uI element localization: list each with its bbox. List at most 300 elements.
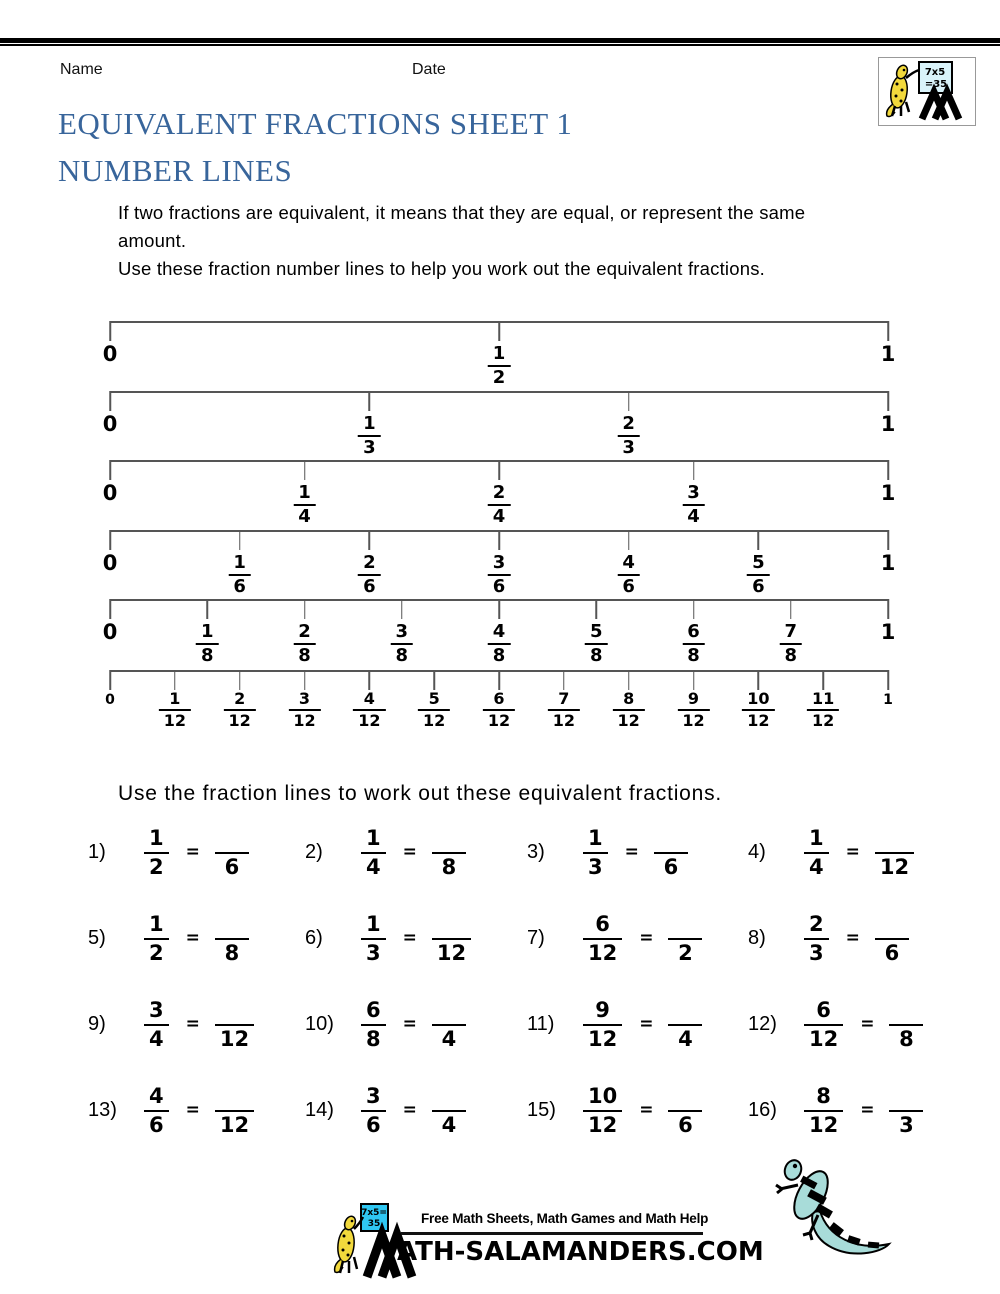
- tick-mark: [498, 530, 500, 550]
- fraction-denominator: 6: [488, 574, 511, 597]
- answer-blank: [668, 912, 702, 936]
- equals-sign: =: [402, 1014, 417, 1034]
- fraction-denominator: 8: [488, 643, 511, 666]
- fraction-denominator: 4: [682, 504, 705, 527]
- fraction-denominator: 6: [358, 574, 381, 597]
- equals-sign: =: [185, 928, 200, 948]
- fraction-numerator: 3: [395, 621, 409, 642]
- tick-mark: [109, 321, 111, 341]
- fraction-denominator: 6: [875, 938, 909, 965]
- equals-sign: =: [639, 928, 654, 948]
- fraction-numerator: 6: [595, 911, 610, 936]
- fraction-denominator: 12: [583, 938, 622, 965]
- fraction-denominator: 4: [293, 504, 316, 527]
- tick-mark: [109, 599, 111, 619]
- number-line-label: 0: [102, 481, 118, 505]
- fraction-denominator: 4: [804, 852, 829, 879]
- fraction-numerator: 1: [588, 825, 603, 850]
- answer-fraction: [432, 998, 466, 1051]
- fraction-label: [488, 344, 511, 388]
- problem: [748, 912, 948, 965]
- fraction-numerator: 11: [812, 689, 835, 708]
- fraction-label: [353, 690, 385, 730]
- equals-sign: =: [624, 842, 639, 862]
- fraction-label: [224, 690, 256, 730]
- fraction-label: [228, 553, 251, 597]
- fraction-numerator: 4: [149, 1083, 164, 1108]
- equals-sign: =: [185, 842, 200, 862]
- number-line-label: 1: [880, 342, 896, 366]
- header-logo-box: [878, 57, 976, 126]
- number-line-label: 0: [102, 342, 118, 366]
- answer-fraction: [215, 826, 249, 879]
- tick-mark: [401, 599, 403, 619]
- fraction-denominator: 12: [215, 1024, 254, 1051]
- given-fraction: [361, 912, 386, 965]
- footer-tagline: Free Math Sheets, Math Games and Math Help: [421, 1211, 709, 1226]
- fraction-denominator: 3: [889, 1110, 923, 1137]
- equals-sign: =: [845, 928, 860, 948]
- given-fraction: [361, 1084, 386, 1137]
- answer-blank: [215, 826, 249, 850]
- problem: [527, 1084, 748, 1137]
- page-title: EQUIVALENT FRACTIONS SHEET 1: [58, 106, 573, 141]
- number-line-label: 0: [105, 692, 115, 708]
- fraction-denominator: 12: [548, 709, 580, 730]
- fraction-label: [293, 483, 316, 527]
- given-fraction: [804, 1084, 843, 1137]
- fraction-denominator: 12: [804, 1024, 843, 1051]
- fraction-numerator: 2: [622, 413, 635, 434]
- tick-mark: [109, 530, 111, 550]
- given-fraction: [583, 912, 622, 965]
- given-fraction: [583, 1084, 622, 1137]
- fraction-denominator: 12: [742, 709, 774, 730]
- board-text-bottom: 35: [367, 1219, 381, 1229]
- fraction-numerator: 2: [492, 482, 506, 503]
- fraction-label: [418, 690, 450, 730]
- problem: [527, 912, 748, 965]
- fraction-numerator: 1: [298, 482, 311, 503]
- given-fraction: [144, 912, 169, 965]
- fraction-denominator: 12: [224, 709, 256, 730]
- fraction-denominator: 12: [583, 1024, 622, 1051]
- answer-fraction: [432, 826, 466, 879]
- fraction-denominator: 6: [144, 1110, 169, 1137]
- answer-blank: [432, 998, 466, 1022]
- tick-mark: [369, 670, 371, 690]
- fraction-numerator: 10: [747, 689, 770, 708]
- problem: [748, 1084, 948, 1137]
- fraction-numerator: 9: [687, 689, 700, 708]
- tick-mark: [693, 599, 695, 619]
- fraction-label: [288, 690, 320, 730]
- fraction-numerator: 3: [492, 552, 506, 573]
- fraction-numerator: 2: [234, 689, 246, 708]
- fraction-label: [488, 622, 511, 666]
- fraction-numerator: 1: [363, 413, 376, 434]
- intro-line: Use these fraction number lines to help you work out the equivalent fractions.: [118, 258, 766, 279]
- given-fraction: [144, 826, 169, 879]
- fraction-denominator: 12: [483, 709, 515, 730]
- problem: [748, 826, 948, 879]
- fraction-denominator: 12: [875, 852, 914, 879]
- tick-mark: [369, 530, 371, 550]
- answer-blank: [668, 1084, 702, 1108]
- fraction-numerator: 5: [589, 621, 603, 642]
- fraction-denominator: 12: [418, 709, 450, 730]
- tick-mark: [174, 670, 176, 690]
- equals-sign: =: [185, 1014, 200, 1034]
- fraction-numerator: 5: [428, 689, 440, 708]
- tick-mark: [628, 530, 630, 550]
- problem: [88, 998, 305, 1051]
- given-fraction: [583, 998, 622, 1051]
- tick-mark: [758, 530, 760, 550]
- fraction-denominator: 3: [583, 852, 608, 879]
- problem: [305, 1084, 527, 1137]
- number-line-label: 0: [102, 412, 118, 436]
- tick-mark: [628, 391, 630, 411]
- fraction-numerator: 1: [200, 621, 214, 642]
- fraction-numerator: 3: [149, 997, 164, 1022]
- footer-site-name: ATH-SALAMANDERS.COM: [397, 1237, 764, 1267]
- page-subtitle: NUMBER LINES: [58, 153, 293, 188]
- problem: [305, 826, 527, 879]
- fraction-numerator: 1: [366, 911, 381, 936]
- answer-fraction: [215, 1084, 254, 1137]
- equals-sign: =: [402, 1100, 417, 1120]
- fraction-numerator: 1: [149, 911, 164, 936]
- answer-blank: [668, 998, 702, 1022]
- fraction-label: [196, 622, 219, 666]
- fraction-label: [682, 483, 705, 527]
- fraction-denominator: 3: [361, 938, 386, 965]
- problem: [88, 912, 305, 965]
- fraction-denominator: 8: [889, 1024, 923, 1051]
- fraction-denominator: 8: [585, 643, 608, 666]
- answer-fraction: [215, 998, 254, 1051]
- problem-number: 10): [305, 1012, 334, 1035]
- problem-number: 12): [748, 1012, 777, 1035]
- fraction-label: [358, 553, 381, 597]
- tick-mark: [887, 321, 889, 341]
- tick-mark: [758, 670, 760, 690]
- fraction-denominator: 8: [361, 1024, 386, 1051]
- fraction-denominator: 4: [361, 852, 386, 879]
- answer-fraction: [668, 998, 702, 1051]
- problem: [88, 1084, 305, 1137]
- answer-blank: [432, 826, 466, 850]
- fraction-denominator: 12: [807, 709, 839, 730]
- problem-number: 6): [305, 926, 323, 949]
- answer-fraction: [889, 1084, 923, 1137]
- fraction-label: [488, 553, 511, 597]
- answer-fraction: [875, 912, 909, 965]
- fraction-numerator: 1: [492, 343, 506, 364]
- fraction-numerator: 6: [366, 997, 381, 1022]
- fraction-label: [742, 690, 774, 730]
- fraction-label: [390, 622, 413, 666]
- number-line-label: 1: [880, 481, 896, 505]
- fraction-numerator: 6: [493, 689, 505, 708]
- fraction-label: [613, 690, 645, 730]
- fraction-numerator: 8: [623, 689, 635, 708]
- tick-mark: [498, 670, 500, 690]
- fraction-numerator: 4: [492, 621, 506, 642]
- answer-blank: [432, 1084, 466, 1108]
- number-line-rule: [110, 391, 888, 393]
- answer-fraction: [215, 912, 249, 965]
- tick-mark: [498, 460, 500, 480]
- fraction-numerator: 10: [588, 1083, 618, 1108]
- intro-line: amount.: [118, 230, 187, 251]
- fraction-denominator: 3: [804, 938, 829, 965]
- tick-mark: [596, 599, 598, 619]
- answer-blank: [432, 912, 471, 936]
- answer-fraction: [889, 998, 923, 1051]
- fraction-label: [585, 622, 608, 666]
- problem: [305, 998, 527, 1051]
- answer-fraction: [668, 1084, 702, 1137]
- fraction-denominator: 4: [432, 1110, 466, 1137]
- problem-number: 9): [88, 1012, 106, 1035]
- fraction-label: [548, 690, 580, 730]
- answer-blank: [215, 1084, 254, 1108]
- fraction-numerator: 3: [687, 482, 700, 503]
- number-line-label: 0: [102, 551, 118, 575]
- problem-number: 5): [88, 926, 106, 949]
- name-label: Name: [60, 61, 103, 78]
- tick-mark: [109, 670, 111, 690]
- tick-mark: [887, 530, 889, 550]
- fraction-numerator: 1: [233, 552, 246, 573]
- tick-mark: [239, 670, 241, 690]
- fraction-numerator: 1: [809, 825, 824, 850]
- fraction-label: [779, 622, 802, 666]
- problem-number: 14): [305, 1098, 334, 1121]
- problem: [88, 826, 305, 879]
- fraction-denominator: 12: [677, 709, 709, 730]
- fraction-denominator: 6: [617, 574, 640, 597]
- given-fraction: [144, 1084, 169, 1137]
- fraction-label: [358, 414, 381, 458]
- board-text-top: 7x5=: [361, 1208, 387, 1218]
- equals-sign: =: [402, 928, 417, 948]
- fraction-denominator: 8: [196, 643, 219, 666]
- problem: [305, 912, 527, 965]
- given-fraction: [804, 998, 843, 1051]
- equals-sign: =: [185, 1100, 200, 1120]
- fraction-denominator: 8: [779, 643, 802, 666]
- fraction-denominator: 3: [358, 435, 381, 458]
- problem: [527, 998, 748, 1051]
- fraction-denominator: 8: [390, 643, 413, 666]
- fraction-denominator: 8: [215, 938, 249, 965]
- answer-fraction: [432, 912, 471, 965]
- fraction-denominator: 6: [654, 852, 688, 879]
- fraction-numerator: 7: [558, 689, 570, 708]
- tick-mark: [887, 460, 889, 480]
- fraction-label: [488, 483, 511, 527]
- fraction-numerator: 3: [366, 1083, 381, 1108]
- problem-number: 7): [527, 926, 545, 949]
- fraction-denominator: 4: [144, 1024, 169, 1051]
- tick-mark: [498, 321, 500, 341]
- equals-sign: =: [402, 842, 417, 862]
- fraction-denominator: 6: [747, 574, 770, 597]
- tick-mark: [304, 670, 306, 690]
- problem-number: 4): [748, 840, 766, 863]
- fraction-denominator: 2: [668, 938, 702, 965]
- fraction-label: [617, 414, 640, 458]
- fraction-label: [159, 690, 191, 730]
- fraction-denominator: 2: [144, 852, 169, 879]
- given-fraction: [804, 912, 829, 965]
- given-fraction: [804, 826, 829, 879]
- fraction-label: [483, 690, 515, 730]
- problems-grid: [88, 809, 948, 1153]
- fraction-denominator: 3: [617, 435, 640, 458]
- fraction-numerator: 7: [784, 621, 798, 642]
- tick-mark: [887, 670, 889, 690]
- problem-number: 8): [748, 926, 766, 949]
- answer-blank: [215, 998, 254, 1022]
- tick-mark: [822, 670, 824, 690]
- tick-mark: [304, 599, 306, 619]
- salamander-logo-icon: [879, 58, 973, 122]
- fraction-label: [617, 553, 640, 597]
- tick-mark: [109, 391, 111, 411]
- fraction-label: [293, 622, 316, 666]
- equals-sign: =: [639, 1014, 654, 1034]
- equals-sign: =: [860, 1100, 875, 1120]
- fraction-numerator: 1: [169, 689, 181, 708]
- fraction-label: [677, 690, 709, 730]
- problem-number: 2): [305, 840, 323, 863]
- tick-mark: [693, 460, 695, 480]
- equals-sign: =: [860, 1014, 875, 1034]
- tick-mark: [887, 391, 889, 411]
- problem-number: 11): [527, 1012, 555, 1035]
- fraction-numerator: 4: [622, 552, 635, 573]
- tick-mark: [887, 599, 889, 619]
- lizard-icon: [768, 1155, 893, 1260]
- fraction-denominator: 8: [432, 852, 466, 879]
- tick-mark: [239, 530, 241, 550]
- intro-line: If two fractions are equivalent, it means that they are equal, or represent the same: [118, 202, 806, 223]
- fraction-numerator: 4: [363, 689, 375, 708]
- fraction-numerator: 3: [298, 689, 311, 708]
- date-label: Date: [412, 61, 446, 78]
- equals-sign: =: [639, 1100, 654, 1120]
- problem-number: 3): [527, 840, 545, 863]
- fraction-label: [747, 553, 770, 597]
- answer-blank: [875, 912, 909, 936]
- fraction-denominator: 4: [488, 504, 511, 527]
- problem: [527, 826, 748, 879]
- fraction-numerator: 6: [687, 621, 700, 642]
- given-fraction: [361, 998, 386, 1051]
- fraction-denominator: 8: [293, 643, 316, 666]
- tick-mark: [563, 670, 565, 690]
- answer-blank: [875, 826, 914, 850]
- problem: [748, 998, 948, 1051]
- answer-fraction: [668, 912, 702, 965]
- fraction-denominator: 12: [613, 709, 645, 730]
- number-lines: [102, 0, 896, 760]
- fraction-numerator: 8: [816, 1083, 831, 1108]
- answer-fraction: [432, 1084, 466, 1137]
- footer-rule: [401, 1232, 703, 1235]
- number-line-label: 0: [102, 620, 118, 644]
- tick-mark: [498, 599, 500, 619]
- fraction-denominator: 6: [361, 1110, 386, 1137]
- board-text-top: 7x5: [924, 67, 946, 78]
- tick-mark: [207, 599, 209, 619]
- fraction-label: [807, 690, 839, 730]
- tick-mark: [433, 670, 435, 690]
- fraction-denominator: 12: [215, 1110, 254, 1137]
- tick-mark: [790, 599, 792, 619]
- fraction-denominator: 12: [353, 709, 385, 730]
- answer-blank: [215, 912, 249, 936]
- answer-blank: [889, 998, 923, 1022]
- equals-sign: =: [845, 842, 860, 862]
- fraction-denominator: 12: [583, 1110, 622, 1137]
- number-line-label: 1: [880, 412, 896, 436]
- tick-mark: [628, 670, 630, 690]
- fraction-numerator: 6: [816, 997, 831, 1022]
- fraction-numerator: 2: [298, 621, 311, 642]
- fraction-label: [682, 622, 705, 666]
- tick-mark: [693, 670, 695, 690]
- fraction-denominator: 12: [804, 1110, 843, 1137]
- given-fraction: [361, 826, 386, 879]
- fraction-denominator: 8: [682, 643, 705, 666]
- answer-blank: [654, 826, 688, 850]
- given-fraction: [583, 826, 608, 879]
- footer-logo: [333, 1203, 764, 1281]
- answer-blank: [889, 1084, 923, 1108]
- number-line-label: 1: [880, 551, 896, 575]
- fraction-numerator: 1: [149, 825, 164, 850]
- fraction-denominator: 6: [215, 852, 249, 879]
- tick-mark: [304, 460, 306, 480]
- fraction-denominator: 6: [228, 574, 251, 597]
- fraction-denominator: 12: [288, 709, 320, 730]
- number-line-label: 1: [880, 620, 896, 644]
- tick-mark: [369, 391, 371, 411]
- board-text-bottom: =35: [924, 79, 948, 90]
- number-line-label: 1: [883, 692, 893, 708]
- answer-fraction: [875, 826, 914, 879]
- fraction-numerator: 2: [809, 911, 824, 936]
- fraction-numerator: 2: [363, 552, 376, 573]
- fraction-numerator: 1: [366, 825, 381, 850]
- fraction-denominator: 12: [432, 938, 471, 965]
- problem-number: 15): [527, 1098, 556, 1121]
- fraction-numerator: 5: [752, 552, 765, 573]
- fraction-denominator: 6: [668, 1110, 702, 1137]
- given-fraction: [144, 998, 169, 1051]
- fraction-denominator: 2: [488, 365, 511, 388]
- problem-number: 16): [748, 1098, 777, 1121]
- fraction-denominator: 12: [159, 709, 191, 730]
- fraction-denominator: 4: [668, 1024, 702, 1051]
- problem-number: 1): [88, 840, 106, 863]
- tick-mark: [109, 460, 111, 480]
